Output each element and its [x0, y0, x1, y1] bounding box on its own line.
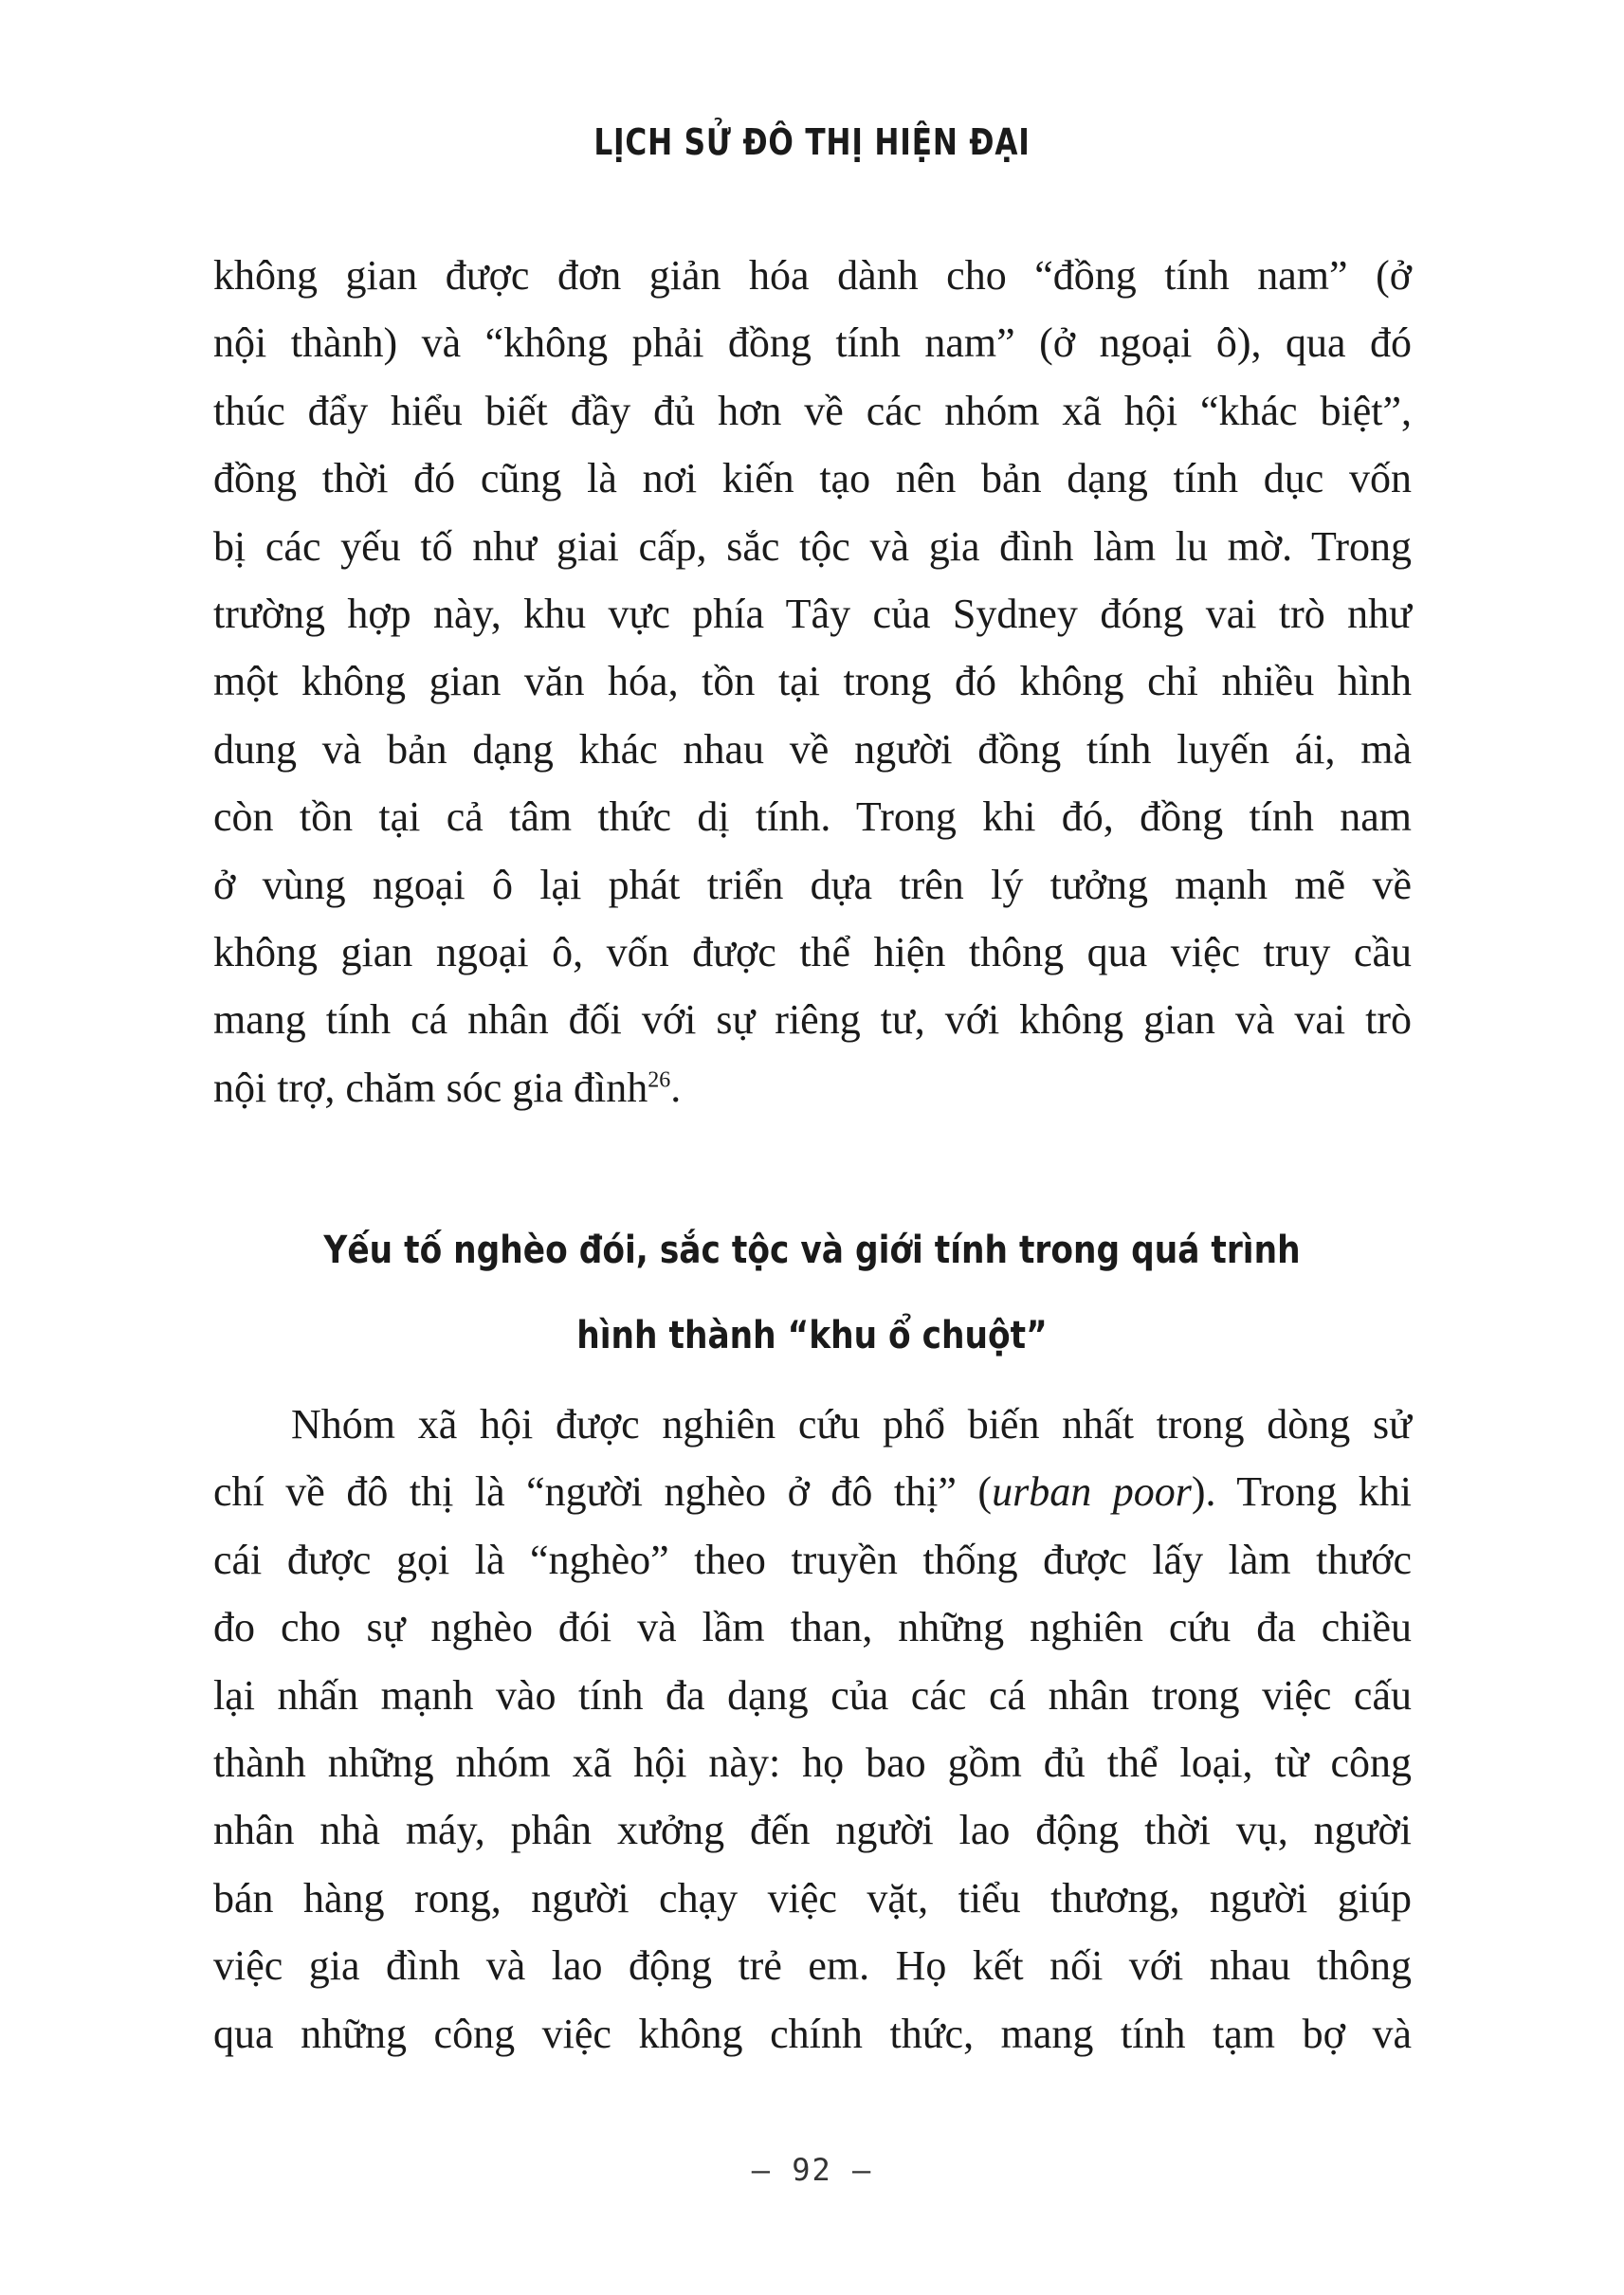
text-line: lại nhấn mạnh vào tính đa dạng của các cá nhân trong việc cấu	[213, 1671, 1412, 1719]
section-heading-line-1: Yếu tố nghèo đói, sắc tộc và giới tính trong quá trình	[323, 1229, 1301, 1272]
text-line-last	[213, 1054, 1412, 1121]
line-segment: chí về đô thị là “người nghèo ở đô thị” (	[213, 1468, 993, 1516]
text-line: dung và bản dạng khác nhau về người đồng tính luyến ái, mà	[213, 725, 1412, 773]
line-segment: ). Trong khi	[1191, 1468, 1412, 1516]
text-line: một không gian văn hóa, tồn tại trong đó không chỉ nhiều hình	[213, 658, 1412, 705]
section-heading-line-2: hình thành “khu ổ chuột”	[576, 1314, 1048, 1357]
text-line: mang tính cá nhân đối với sự riêng tư, với không gian và vai trò	[213, 996, 1412, 1044]
text-line: nội thành) và “không phải đồng tính nam” (ở ngoại ô), qua đó	[213, 319, 1412, 367]
text-line: đo cho sự nghèo đói và lầm than, những nghiên cứu đa chiều	[213, 1604, 1412, 1651]
text-line: đồng thời đó cũng là nơi kiến tạo nên bản dạng tính dục vốn	[213, 455, 1412, 502]
paragraph-1	[213, 242, 1412, 1121]
text-line: không gian được đơn giản hóa dành cho “đồng tính nam” (ở	[213, 252, 1412, 299]
text-line: thành những nhóm xã hội này: họ bao gồm đủ thể loại, từ công	[213, 1739, 1412, 1786]
text-line: qua những công việc không chính thức, mang tính tạm bợ và	[213, 2010, 1412, 2057]
running-header-title: LỊCH SỬ ĐÔ THỊ HIỆN ĐẠI	[593, 121, 1031, 163]
text-line: cái được gọi là “nghèo” theo truyền thống được lấy làm thước	[213, 1536, 1412, 1583]
text-line: bị các yếu tố như giai cấp, sắc tộc và gia đình làm lu mờ. Trong	[213, 522, 1412, 570]
paragraph-2	[213, 1391, 1412, 2067]
text-line: nhân nhà máy, phân xưởng đến người lao động thời vụ, người	[213, 1807, 1412, 1854]
text-line: ở vùng ngoại ô lại phát triển dựa trên lý tưởng mạnh mẽ về	[213, 861, 1412, 908]
last-line-end: .	[670, 1064, 682, 1111]
text-line: bán hàng rong, người chạy việc vặt, tiểu thương, người giúp	[213, 1874, 1412, 1922]
text-line: việc gia đình và lao động trẻ em. Họ kết nối với nhau thông	[213, 1942, 1412, 1990]
italic-term: urban poor	[992, 1468, 1192, 1516]
last-line-text: nội trợ, chăm sóc gia đình	[213, 1064, 648, 1111]
text-line: còn tồn tại cả tâm thức dị tính. Trong khi đó, đồng tính nam	[213, 793, 1412, 841]
page-number: – 92 –	[751, 2152, 873, 2188]
text-line	[213, 1458, 1412, 1525]
text-line: thúc đẩy hiểu biết đầy đủ hơn về các nhóm xã hội “khác biệt”,	[213, 387, 1412, 434]
text-line: trường hợp này, khu vực phía Tây của Sydney đóng vai trò như	[213, 590, 1412, 637]
text-line-first: Nhóm xã hội được nghiên cứu phổ biến nhất trong dòng sử	[291, 1401, 1412, 1448]
text-line: không gian ngoại ô, vốn được thể hiện thông qua việc truy cầu	[213, 928, 1412, 975]
footnote-reference[interactable]: 26	[648, 1067, 671, 1093]
